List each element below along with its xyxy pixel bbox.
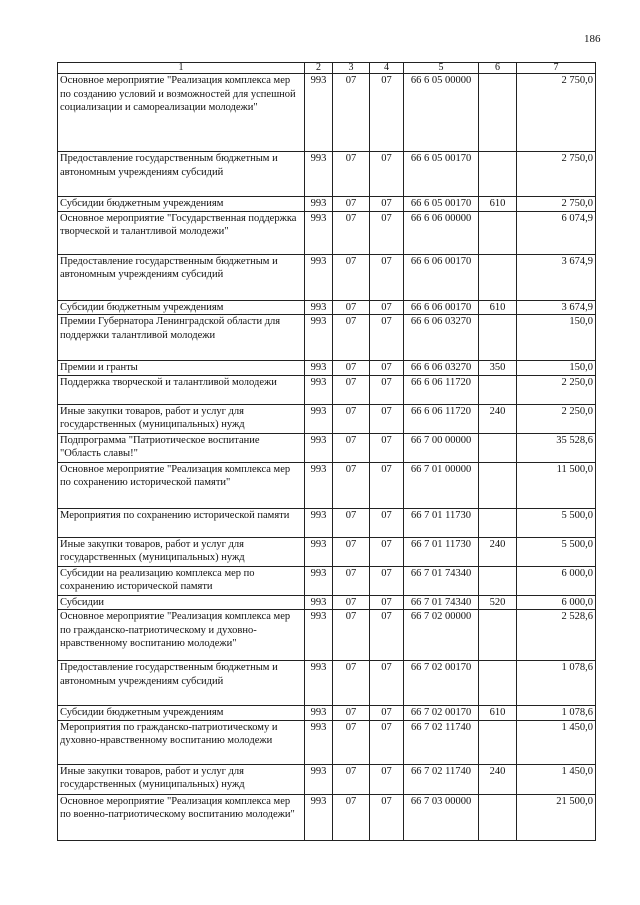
cell-rz: 07 xyxy=(333,661,370,706)
cell-sum: 2 250,0 xyxy=(517,375,596,404)
cell-sum: 150,0 xyxy=(517,315,596,361)
cell-vr xyxy=(479,74,517,152)
cell-pr: 07 xyxy=(370,610,404,661)
cell-vr xyxy=(479,610,517,661)
cell-rz: 07 xyxy=(333,361,370,376)
cell-pr: 07 xyxy=(370,661,404,706)
cell-pr: 07 xyxy=(370,375,404,404)
cell-csr: 66 7 00 00000 xyxy=(404,433,479,462)
cell-name: Основное мероприятие "Государственная поддержка творческой и талантливой молодежи" xyxy=(58,211,305,254)
cell-grbs: 993 xyxy=(305,610,333,661)
column-header: 1 xyxy=(58,63,305,74)
cell-sum: 1 450,0 xyxy=(517,720,596,764)
cell-grbs: 993 xyxy=(305,537,333,566)
cell-grbs: 993 xyxy=(305,152,333,197)
table-row xyxy=(58,720,596,764)
table-row xyxy=(58,661,596,706)
table-row xyxy=(58,764,596,794)
cell-vr xyxy=(479,315,517,361)
cell-name: Подпрограмма "Патриотическое воспитание "Область славы!" xyxy=(58,433,305,462)
cell-rz: 07 xyxy=(333,254,370,300)
cell-sum: 21 500,0 xyxy=(517,794,596,840)
cell-vr: 610 xyxy=(479,300,517,315)
cell-vr xyxy=(479,152,517,197)
cell-grbs: 993 xyxy=(305,794,333,840)
cell-csr: 66 6 06 00170 xyxy=(404,254,479,300)
cell-vr: 610 xyxy=(479,197,517,212)
cell-name: Иные закупки товаров, работ и услуг для государственных (муниципальных) нужд xyxy=(58,764,305,794)
cell-grbs: 993 xyxy=(305,74,333,152)
cell-sum: 6 000,0 xyxy=(517,595,596,610)
cell-sum: 150,0 xyxy=(517,361,596,376)
cell-rz: 07 xyxy=(333,197,370,212)
cell-pr: 07 xyxy=(370,595,404,610)
table-row xyxy=(58,300,596,315)
cell-vr: 610 xyxy=(479,706,517,721)
cell-vr xyxy=(479,254,517,300)
column-header: 7 xyxy=(517,63,596,74)
cell-rz: 07 xyxy=(333,566,370,595)
cell-sum: 2 750,0 xyxy=(517,197,596,212)
cell-sum: 3 674,9 xyxy=(517,254,596,300)
cell-name: Поддержка творческой и талантливой молодежи xyxy=(58,375,305,404)
cell-vr xyxy=(479,566,517,595)
cell-pr: 07 xyxy=(370,462,404,508)
column-header: 4 xyxy=(370,63,404,74)
cell-grbs: 993 xyxy=(305,595,333,610)
cell-name: Основное мероприятие "Реализация комплекса мер по сохранению исторической памяти" xyxy=(58,462,305,508)
cell-csr: 66 6 06 00000 xyxy=(404,211,479,254)
cell-rz: 07 xyxy=(333,720,370,764)
cell-rz: 07 xyxy=(333,764,370,794)
cell-pr: 07 xyxy=(370,566,404,595)
table-row xyxy=(58,610,596,661)
cell-name: Мероприятия по сохранению исторической памяти xyxy=(58,508,305,537)
cell-csr: 66 7 01 00000 xyxy=(404,462,479,508)
table-row xyxy=(58,566,596,595)
table-row xyxy=(58,462,596,508)
cell-vr xyxy=(479,211,517,254)
cell-csr: 66 6 06 00170 xyxy=(404,300,479,315)
cell-vr xyxy=(479,794,517,840)
cell-rz: 07 xyxy=(333,433,370,462)
table-header-row xyxy=(58,63,596,74)
cell-pr: 07 xyxy=(370,764,404,794)
cell-vr: 240 xyxy=(479,764,517,794)
cell-sum: 1 450,0 xyxy=(517,764,596,794)
cell-vr xyxy=(479,462,517,508)
table-row xyxy=(58,74,596,152)
cell-name: Предоставление государственным бюджетным и автономным учреждениям субсидий xyxy=(58,661,305,706)
cell-csr: 66 7 02 11740 xyxy=(404,764,479,794)
cell-sum: 6 074,9 xyxy=(517,211,596,254)
cell-pr: 07 xyxy=(370,720,404,764)
cell-grbs: 993 xyxy=(305,706,333,721)
cell-grbs: 993 xyxy=(305,361,333,376)
cell-sum: 1 078,6 xyxy=(517,661,596,706)
cell-pr: 07 xyxy=(370,197,404,212)
cell-rz: 07 xyxy=(333,152,370,197)
cell-name: Субсидии на реализацию комплекса мер по сохранению исторической памяти xyxy=(58,566,305,595)
cell-csr: 66 7 01 11730 xyxy=(404,508,479,537)
table-row xyxy=(58,508,596,537)
cell-csr: 66 7 02 00170 xyxy=(404,661,479,706)
table-row xyxy=(58,375,596,404)
cell-sum: 1 078,6 xyxy=(517,706,596,721)
cell-grbs: 993 xyxy=(305,315,333,361)
column-header: 2 xyxy=(305,63,333,74)
cell-pr: 07 xyxy=(370,361,404,376)
cell-grbs: 993 xyxy=(305,720,333,764)
cell-grbs: 993 xyxy=(305,764,333,794)
cell-name: Иные закупки товаров, работ и услуг для государственных (муниципальных) нужд xyxy=(58,537,305,566)
cell-pr: 07 xyxy=(370,211,404,254)
cell-pr: 07 xyxy=(370,794,404,840)
table-row xyxy=(58,794,596,840)
cell-rz: 07 xyxy=(333,706,370,721)
cell-rz: 07 xyxy=(333,462,370,508)
cell-csr: 66 7 01 11730 xyxy=(404,537,479,566)
table-row xyxy=(58,595,596,610)
cell-grbs: 993 xyxy=(305,254,333,300)
cell-csr: 66 7 02 00170 xyxy=(404,706,479,721)
column-header: 6 xyxy=(479,63,517,74)
cell-sum: 3 674,9 xyxy=(517,300,596,315)
cell-csr: 66 6 05 00170 xyxy=(404,197,479,212)
table-row xyxy=(58,361,596,376)
cell-rz: 07 xyxy=(333,300,370,315)
cell-name: Предоставление государственным бюджетным и автономным учреждениям субсидий xyxy=(58,152,305,197)
cell-csr: 66 7 03 00000 xyxy=(404,794,479,840)
cell-vr xyxy=(479,720,517,764)
cell-name: Субсидии xyxy=(58,595,305,610)
cell-csr: 66 6 05 00170 xyxy=(404,152,479,197)
cell-name: Премии и гранты xyxy=(58,361,305,376)
cell-grbs: 993 xyxy=(305,211,333,254)
budget-table xyxy=(57,62,596,841)
table-row xyxy=(58,537,596,566)
cell-name: Иные закупки товаров, работ и услуг для государственных (муниципальных) нужд xyxy=(58,404,305,433)
column-header: 5 xyxy=(404,63,479,74)
cell-grbs: 993 xyxy=(305,197,333,212)
cell-name: Субсидии бюджетным учреждениям xyxy=(58,300,305,315)
table-row xyxy=(58,152,596,197)
cell-sum: 6 000,0 xyxy=(517,566,596,595)
cell-sum: 35 528,6 xyxy=(517,433,596,462)
cell-csr: 66 7 01 74340 xyxy=(404,566,479,595)
cell-rz: 07 xyxy=(333,595,370,610)
cell-grbs: 993 xyxy=(305,462,333,508)
cell-pr: 07 xyxy=(370,508,404,537)
cell-name: Субсидии бюджетным учреждениям xyxy=(58,197,305,212)
cell-csr: 66 6 06 11720 xyxy=(404,375,479,404)
cell-rz: 07 xyxy=(333,404,370,433)
cell-rz: 07 xyxy=(333,211,370,254)
table-row xyxy=(58,197,596,212)
cell-grbs: 993 xyxy=(305,661,333,706)
table-row xyxy=(58,211,596,254)
cell-csr: 66 6 06 03270 xyxy=(404,361,479,376)
cell-vr: 240 xyxy=(479,404,517,433)
cell-sum: 2 750,0 xyxy=(517,74,596,152)
cell-name: Основное мероприятие "Реализация комплекса мер по созданию условий и возможностей для успешной социализации и самореализации молодежи" xyxy=(58,74,305,152)
cell-pr: 07 xyxy=(370,315,404,361)
cell-rz: 07 xyxy=(333,74,370,152)
cell-sum: 2 250,0 xyxy=(517,404,596,433)
page-number: 186 xyxy=(584,33,601,45)
cell-pr: 07 xyxy=(370,74,404,152)
cell-grbs: 993 xyxy=(305,566,333,595)
cell-csr: 66 7 02 11740 xyxy=(404,720,479,764)
table-row xyxy=(58,433,596,462)
cell-rz: 07 xyxy=(333,315,370,361)
cell-name: Премии Губернатора Ленинградской области для поддержки талантливой молодежи xyxy=(58,315,305,361)
table-row xyxy=(58,315,596,361)
cell-grbs: 993 xyxy=(305,404,333,433)
cell-grbs: 993 xyxy=(305,508,333,537)
cell-pr: 07 xyxy=(370,254,404,300)
cell-pr: 07 xyxy=(370,433,404,462)
cell-rz: 07 xyxy=(333,375,370,404)
cell-csr: 66 6 06 03270 xyxy=(404,315,479,361)
cell-pr: 07 xyxy=(370,706,404,721)
cell-vr xyxy=(479,433,517,462)
cell-pr: 07 xyxy=(370,404,404,433)
cell-vr: 240 xyxy=(479,537,517,566)
cell-vr: 520 xyxy=(479,595,517,610)
cell-sum: 2 750,0 xyxy=(517,152,596,197)
column-header: 3 xyxy=(333,63,370,74)
cell-rz: 07 xyxy=(333,610,370,661)
cell-csr: 66 6 05 00000 xyxy=(404,74,479,152)
cell-sum: 5 500,0 xyxy=(517,508,596,537)
table-row xyxy=(58,404,596,433)
cell-name: Основное мероприятие "Реализация комплекса мер по гражданско-патриотическому и духовно-нравственному воспитанию молодежи" xyxy=(58,610,305,661)
cell-csr: 66 7 01 74340 xyxy=(404,595,479,610)
cell-csr: 66 7 02 00000 xyxy=(404,610,479,661)
cell-name: Основное мероприятие "Реализация комплекса мер по военно-патриотическому воспитанию молодежи" xyxy=(58,794,305,840)
cell-grbs: 993 xyxy=(305,300,333,315)
cell-csr: 66 6 06 11720 xyxy=(404,404,479,433)
cell-pr: 07 xyxy=(370,537,404,566)
cell-pr: 07 xyxy=(370,300,404,315)
cell-sum: 2 528,6 xyxy=(517,610,596,661)
cell-name: Мероприятия по гражданско-патриотическому и духовно-нравственному воспитанию молодежи xyxy=(58,720,305,764)
table-row xyxy=(58,706,596,721)
cell-sum: 11 500,0 xyxy=(517,462,596,508)
cell-vr xyxy=(479,508,517,537)
cell-sum: 5 500,0 xyxy=(517,537,596,566)
cell-rz: 07 xyxy=(333,794,370,840)
cell-pr: 07 xyxy=(370,152,404,197)
cell-name: Предоставление государственным бюджетным и автономным учреждениям субсидий xyxy=(58,254,305,300)
cell-grbs: 993 xyxy=(305,375,333,404)
cell-vr xyxy=(479,661,517,706)
cell-name: Субсидии бюджетным учреждениям xyxy=(58,706,305,721)
table-row xyxy=(58,254,596,300)
cell-vr: 350 xyxy=(479,361,517,376)
cell-vr xyxy=(479,375,517,404)
cell-grbs: 993 xyxy=(305,433,333,462)
cell-rz: 07 xyxy=(333,537,370,566)
cell-rz: 07 xyxy=(333,508,370,537)
